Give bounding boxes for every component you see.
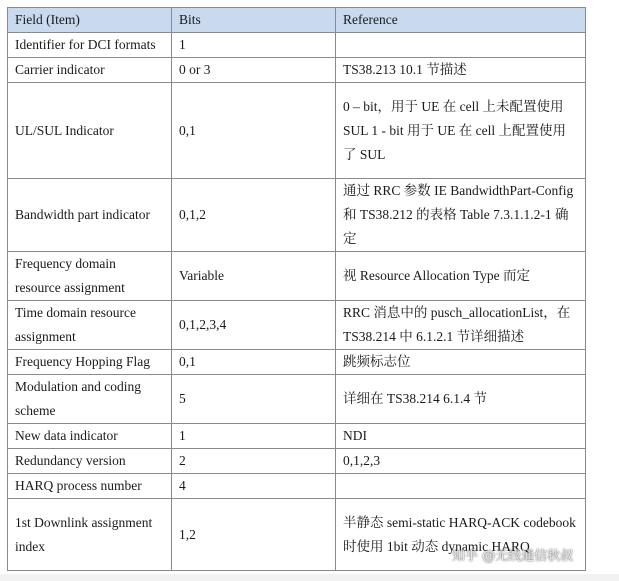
bits-cell: 0,1 [172, 83, 336, 179]
table-row [8, 375, 586, 424]
bits-cell: 1 [172, 424, 336, 449]
reference-cell: 半静态 semi-static HARQ-ACK codebook 时使用 1bit 动态 dynamic HARQ [336, 499, 586, 571]
bits-cell: 4 [172, 474, 336, 499]
bits-cell: 1,2 [172, 499, 336, 571]
reference-cell [336, 474, 586, 499]
table-row [8, 33, 586, 58]
reference-cell: 跳频标志位 [336, 350, 586, 375]
bits-cell: 1 [172, 33, 336, 58]
bits-cell: 0,1,2,3,4 [172, 301, 336, 350]
reference-cell: TS38.213 10.1 节描述 [336, 58, 586, 83]
reference-cell [336, 33, 586, 58]
reference-cell: 通过 RRC 参数 IE BandwidthPart-Config 和 TS38.212 的表格 Table 7.3.1.1.2-1 确定 [336, 179, 586, 252]
bottom-strip [0, 574, 619, 581]
bits-cell: 0,1,2 [172, 179, 336, 252]
dci-field-table-page [7, 7, 585, 571]
field-cell: UL/SUL Indicator [8, 83, 172, 179]
bits-cell: 0 or 3 [172, 58, 336, 83]
field-cell: Redundancy version [8, 449, 172, 474]
reference-cell: 0,1,2,3 [336, 449, 586, 474]
table-row [8, 424, 586, 449]
field-cell: Modulation and coding scheme [8, 375, 172, 424]
bits-cell: 0,1 [172, 350, 336, 375]
bits-cell: 2 [172, 449, 336, 474]
header-field: Field (Item) [8, 8, 172, 33]
field-cell: HARQ process number [8, 474, 172, 499]
table-row [8, 179, 586, 252]
table-row [8, 83, 586, 179]
field-cell: Frequency Hopping Flag [8, 350, 172, 375]
reference-cell: NDI [336, 424, 586, 449]
table-row [8, 252, 586, 301]
table-row [8, 474, 586, 499]
reference-cell: 详细在 TS38.214 6.1.4 节 [336, 375, 586, 424]
watermark: 知乎 @无线通信秋叔 [452, 549, 574, 564]
field-cell: New data indicator [8, 424, 172, 449]
field-cell: Time domain resource assignment [8, 301, 172, 350]
header-reference: Reference [336, 8, 586, 33]
bits-cell: Variable [172, 252, 336, 301]
field-cell: Bandwidth part indicator [8, 179, 172, 252]
reference-cell: 视 Resource Allocation Type 而定 [336, 252, 586, 301]
reference-cell: 0 – bit，用于 UE 在 cell 上未配置使用 SUL 1 - bit 用于 UE 在 cell 上配置使用了 SUL [336, 83, 586, 179]
table-row [8, 350, 586, 375]
field-cell: Frequency domain resource assignment [8, 252, 172, 301]
table-row [8, 301, 586, 350]
table-row [8, 58, 586, 83]
field-cell: 1st Downlink assignment index [8, 499, 172, 571]
reference-cell: RRC 消息中的 pusch_allocationList，在 TS38.214 中 6.1.2.1 节详细描述 [336, 301, 586, 350]
bits-cell: 5 [172, 375, 336, 424]
table-row [8, 449, 586, 474]
table-header-row [8, 8, 586, 33]
dci-field-table [7, 7, 586, 571]
field-cell: Carrier indicator [8, 58, 172, 83]
header-bits: Bits [172, 8, 336, 33]
field-cell: Identifier for DCI formats [8, 33, 172, 58]
